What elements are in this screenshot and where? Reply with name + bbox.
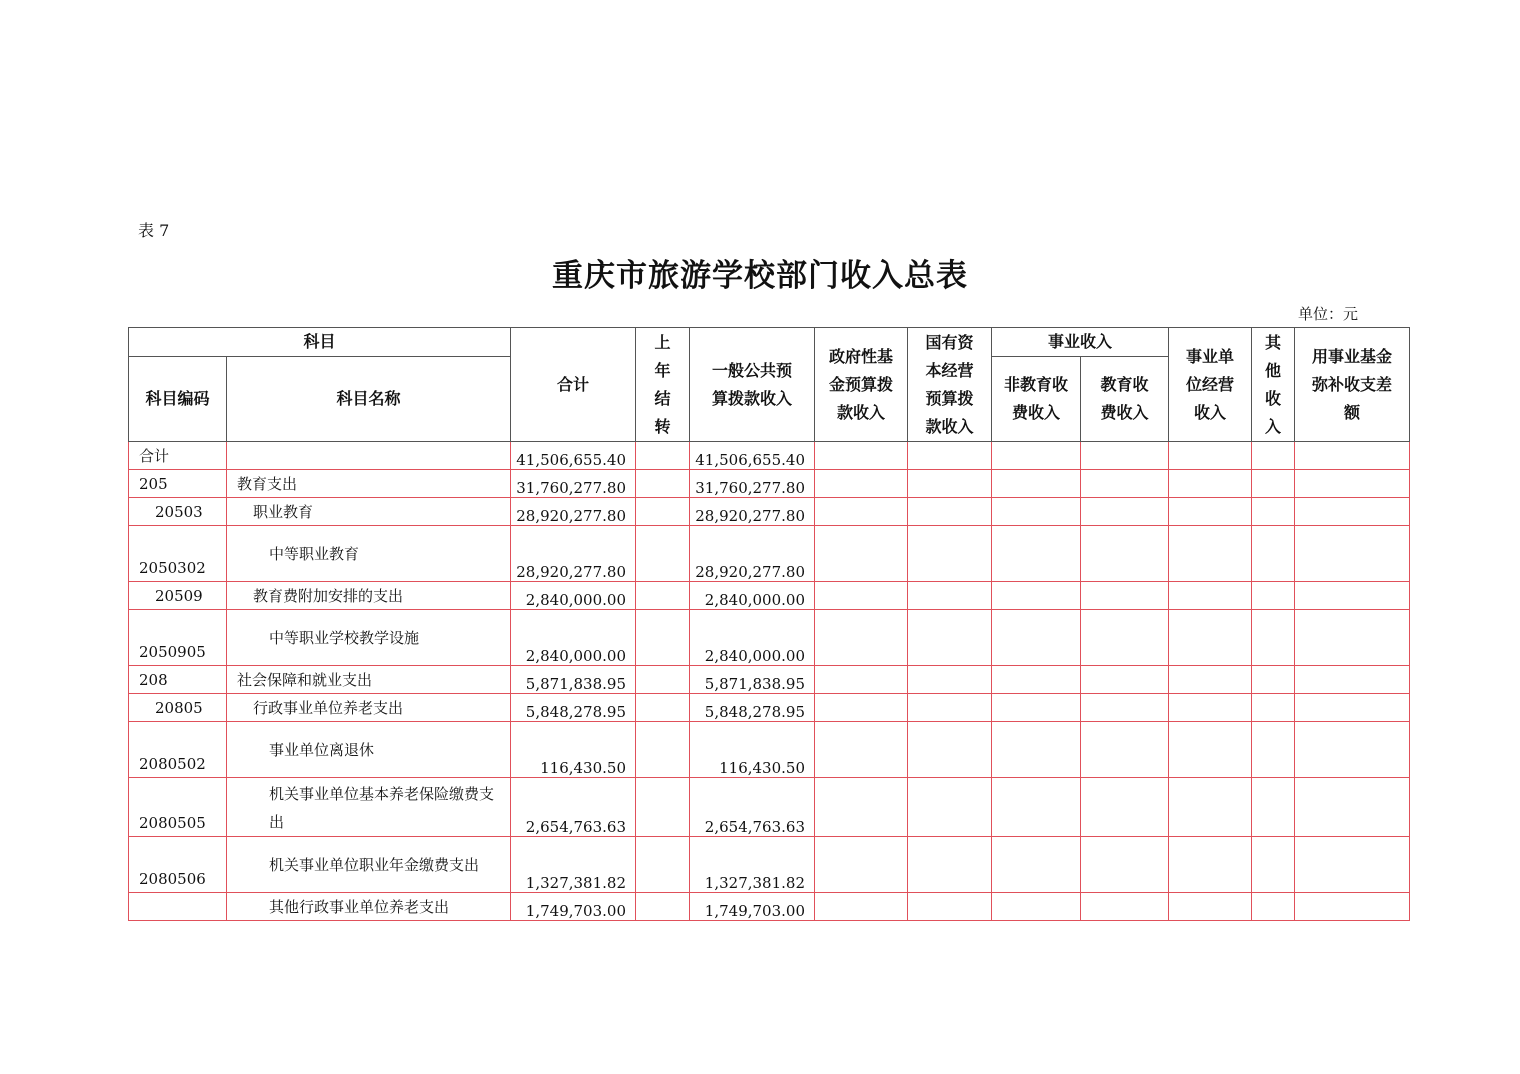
row-total: 2,654,763.63 bbox=[511, 778, 636, 837]
header-fund-balance: 用事业基金弥补收支差额 bbox=[1295, 328, 1410, 442]
row-total: 1,749,703.00 bbox=[511, 893, 636, 921]
row-total: 5,848,278.95 bbox=[511, 694, 636, 722]
row-general: 28,920,277.80 bbox=[690, 498, 815, 526]
row-general: 5,871,838.95 bbox=[690, 666, 815, 694]
row-code: 20509 bbox=[129, 582, 227, 610]
table-row bbox=[129, 526, 1410, 582]
header-total: 合计 bbox=[511, 328, 636, 442]
row-general: 41,506,655.40 bbox=[690, 442, 815, 470]
row-general: 31,760,277.80 bbox=[690, 470, 815, 498]
row-total: 1,327,381.82 bbox=[511, 837, 636, 893]
row-name bbox=[227, 778, 511, 837]
header-other: 其他收入 bbox=[1252, 328, 1295, 442]
row-code: 2080505 bbox=[129, 778, 227, 837]
table-row bbox=[129, 694, 1410, 722]
row-name: 机关事业单位职业年金缴费支出 bbox=[227, 837, 511, 893]
table-row bbox=[129, 837, 1410, 893]
header-edu-fee: 教育收费收入 bbox=[1081, 357, 1169, 442]
table-row bbox=[129, 470, 1410, 498]
row-name: 社会保障和就业支出 bbox=[227, 666, 511, 694]
row-name-text: 机关事业单位基本养老保险缴费支出 bbox=[269, 785, 495, 831]
row-general: 116,430.50 bbox=[690, 722, 815, 778]
header-career-income: 事业收入 bbox=[992, 328, 1169, 357]
row-name: 其他行政事业单位养老支出 bbox=[227, 893, 511, 921]
row-name: 中等职业学校教学设施 bbox=[227, 610, 511, 666]
row-code: 208 bbox=[129, 666, 227, 694]
row-general: 1,749,703.00 bbox=[690, 893, 815, 921]
table-row bbox=[129, 893, 1410, 921]
row-total: 28,920,277.80 bbox=[511, 526, 636, 582]
row-name: 行政事业单位养老支出 bbox=[227, 694, 511, 722]
unit-label: 单位：元 bbox=[1298, 305, 1359, 323]
header-unit-operation: 事业单位经营收入 bbox=[1169, 328, 1252, 442]
header-subject: 科目 bbox=[129, 328, 511, 357]
table-row bbox=[129, 610, 1410, 666]
header-state-capital: 国有资本经营预算拨款收入 bbox=[908, 328, 992, 442]
header-non-edu-fee: 非教育收费收入 bbox=[992, 357, 1081, 442]
row-total: 116,430.50 bbox=[511, 722, 636, 778]
row-total: 28,920,277.80 bbox=[511, 498, 636, 526]
row-general: 1,327,381.82 bbox=[690, 837, 815, 893]
row-code: 2050302 bbox=[129, 526, 227, 582]
row-total: 2,840,000.00 bbox=[511, 610, 636, 666]
income-table bbox=[128, 327, 1410, 921]
row-name bbox=[227, 442, 511, 470]
row-code: 2080506 bbox=[129, 837, 227, 893]
row-code bbox=[129, 893, 227, 921]
row-total: 5,871,838.95 bbox=[511, 666, 636, 694]
table-number: 表 7 bbox=[138, 221, 170, 240]
row-code: 205 bbox=[129, 470, 227, 498]
row-name: 中等职业教育 bbox=[227, 526, 511, 582]
row-general: 28,920,277.80 bbox=[690, 526, 815, 582]
row-total: 31,760,277.80 bbox=[511, 470, 636, 498]
table-row bbox=[129, 498, 1410, 526]
header-code: 科目编码 bbox=[129, 357, 227, 442]
table-row bbox=[129, 666, 1410, 694]
page-title: 重庆市旅游学校部门收入总表 bbox=[552, 258, 968, 294]
row-total: 41,506,655.40 bbox=[511, 442, 636, 470]
row-general: 2,840,000.00 bbox=[690, 610, 815, 666]
table-row bbox=[129, 582, 1410, 610]
row-general: 2,654,763.63 bbox=[690, 778, 815, 837]
row-name: 职业教育 bbox=[227, 498, 511, 526]
table-row bbox=[129, 722, 1410, 778]
row-code: 合计 bbox=[129, 442, 227, 470]
row-total: 2,840,000.00 bbox=[511, 582, 636, 610]
row-name: 教育支出 bbox=[227, 470, 511, 498]
header-carryover: 上年结转 bbox=[636, 328, 690, 442]
header-gov-fund: 政府性基金预算拨款收入 bbox=[815, 328, 908, 442]
row-general: 5,848,278.95 bbox=[690, 694, 815, 722]
table-row bbox=[129, 778, 1410, 837]
header-general-budget: 一般公共预算拨款收入 bbox=[690, 328, 815, 442]
row-code: 2080502 bbox=[129, 722, 227, 778]
row-name: 教育费附加安排的支出 bbox=[227, 582, 511, 610]
row-general: 2,840,000.00 bbox=[690, 582, 815, 610]
row-name: 事业单位离退休 bbox=[227, 722, 511, 778]
row-code: 2050905 bbox=[129, 610, 227, 666]
row-code: 20805 bbox=[129, 694, 227, 722]
row-code: 20503 bbox=[129, 498, 227, 526]
header-name: 科目名称 bbox=[227, 357, 511, 442]
table-row bbox=[129, 442, 1410, 470]
